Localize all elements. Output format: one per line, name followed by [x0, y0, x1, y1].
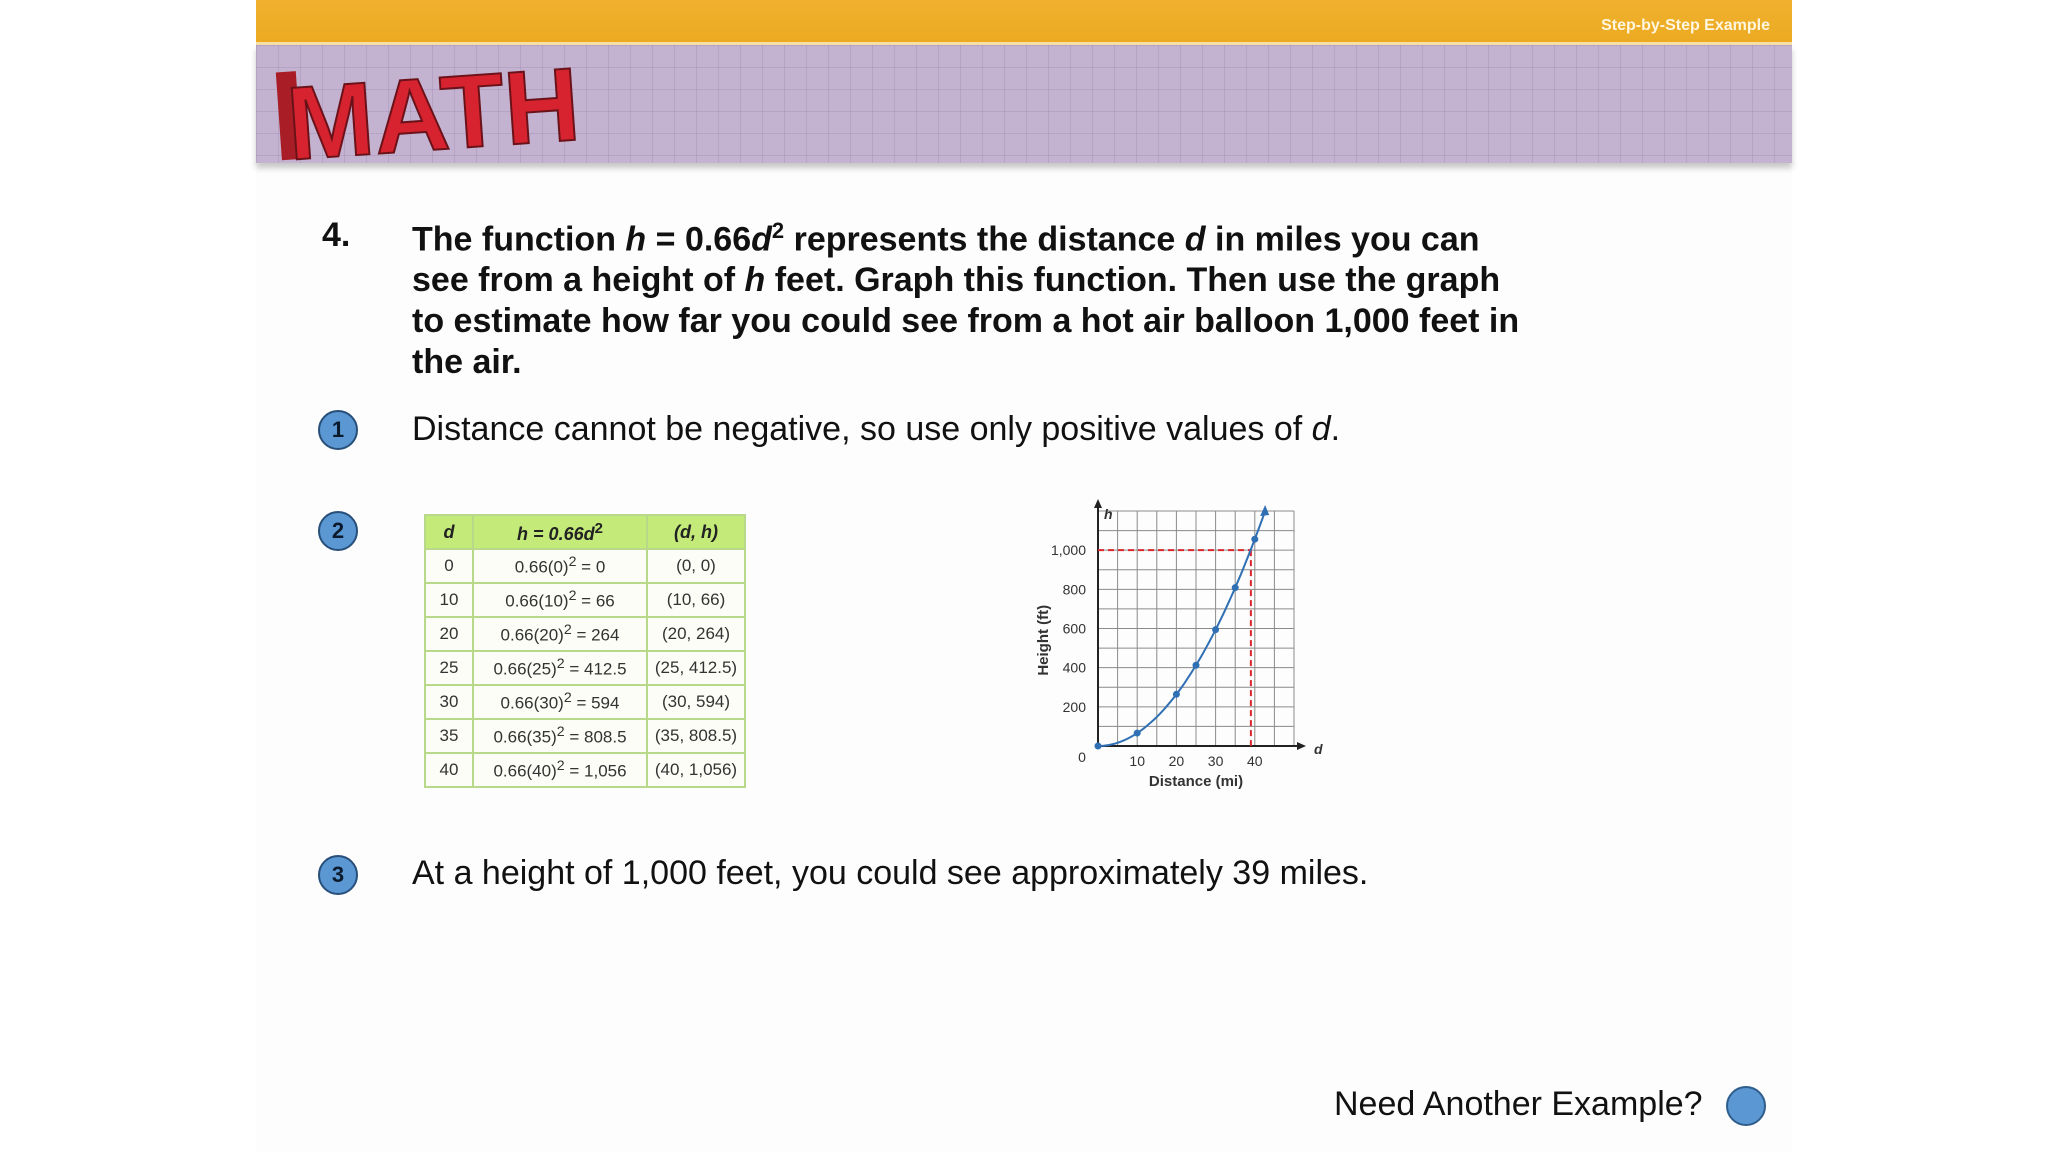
problem-statement: [412, 210, 1522, 383]
var-d: d: [1311, 410, 1331, 448]
x-tick-label: 10: [1129, 753, 1145, 769]
cell-h-base: 0.66(20): [500, 625, 564, 645]
x-axis-label: Distance (mi): [1148, 773, 1244, 790]
cell-h-exponent: 2: [568, 554, 577, 571]
cell-h-result: = 264: [571, 625, 620, 645]
cell-h-base: 0.66(0): [514, 557, 569, 577]
data-point: [1095, 743, 1102, 750]
cell-h-exponent: 2: [563, 690, 572, 707]
cell-h-base: 0.66(35): [493, 727, 557, 747]
math-logo: [270, 45, 810, 183]
cell-h-base: 0.66(30): [500, 693, 564, 713]
cell-pair: (20, 264): [647, 617, 745, 651]
problem-text-part: represents the distance: [784, 220, 1185, 259]
exponent: 2: [771, 218, 785, 243]
cell-h: [473, 685, 647, 719]
cell-h: [473, 753, 647, 787]
problem-text-part: in miles you can see from a height of: [412, 220, 1480, 300]
cell-d: 0: [425, 549, 473, 583]
data-point: [1173, 691, 1180, 698]
step-1-text: [412, 409, 1340, 449]
cell-h: [473, 617, 647, 651]
data-point: [1193, 662, 1200, 669]
y-tick-label: 800: [1062, 581, 1086, 598]
cell-pair: (10, 66): [647, 583, 745, 617]
step-3-button[interactable]: 3: [318, 855, 358, 895]
var-h: h: [625, 220, 647, 259]
cell-h-base: 0.66(10): [505, 591, 569, 611]
cell-h-exponent: 2: [568, 588, 577, 605]
need-another-example-label: Need Another Example?: [1334, 1085, 1703, 1123]
table-body: [425, 549, 745, 787]
table-row: [425, 617, 745, 651]
cell-h-result: = 1,056: [564, 761, 627, 781]
data-point: [1134, 730, 1141, 737]
header-d: [425, 515, 473, 549]
cell-h: [473, 583, 647, 617]
problem-text-part: feet. Graph this function. Then use the graph to estimate how far you could see from a hot air balloon 1,000 feet in the air.: [412, 261, 1520, 382]
header-pair: [647, 515, 745, 549]
x-tick-label: 20: [1168, 753, 1185, 769]
cell-h: [473, 549, 647, 583]
step-by-step-label: Step-by-Step Example: [1601, 17, 1770, 34]
top-bar: [256, 0, 1792, 45]
value-table: [424, 514, 746, 788]
origin-label: 0: [1078, 749, 1086, 765]
cell-h-result: = 412.5: [564, 659, 627, 679]
var-h: h: [744, 261, 766, 300]
step-2-button[interactable]: 2: [318, 511, 358, 551]
y-tick-label: 200: [1062, 698, 1086, 715]
table-row: [425, 583, 745, 617]
var-d: d: [751, 220, 772, 259]
y-tick-label: 600: [1062, 620, 1086, 637]
cell-pair: (40, 1,056): [647, 753, 745, 787]
header-h-label: h = 0.66: [517, 523, 584, 544]
cell-h-base: 0.66(25): [493, 659, 557, 679]
data-point: [1212, 626, 1219, 633]
step-1-sentence: Distance cannot be negative, so use only positive values of: [412, 410, 1312, 448]
data-point: [1251, 536, 1258, 543]
step-3-text: At a height of 1,000 feet, you could see approximately 39 miles.: [412, 854, 1369, 892]
table-header-row: [425, 515, 745, 549]
header-pair-label: (d, h): [674, 521, 718, 542]
x-axis-arrow: [1297, 742, 1306, 750]
slide: [256, 0, 1792, 1152]
cell-h-result: = 66: [576, 591, 615, 611]
header-h-var: d: [583, 523, 595, 544]
header-h-exponent: 2: [594, 519, 603, 537]
cell-d: 20: [425, 617, 473, 651]
table-row: [425, 753, 745, 787]
cell-pair: (0, 0): [647, 549, 745, 583]
data-point: [1232, 584, 1239, 591]
y-axis-variable: h: [1104, 506, 1113, 522]
period: .: [1330, 410, 1341, 448]
cell-d: 25: [425, 651, 473, 685]
var-d: d: [1184, 220, 1206, 259]
x-axis-variable: d: [1314, 741, 1323, 757]
cell-pair: (30, 594): [647, 685, 745, 719]
cell-h-exponent: 2: [563, 622, 572, 639]
table-row: [425, 685, 745, 719]
step-1-button[interactable]: 1: [318, 410, 358, 450]
cell-h: [473, 651, 647, 685]
cell-h-result: = 0: [576, 557, 606, 577]
table-row: [425, 549, 745, 583]
math-banner: [256, 45, 1792, 183]
cell-h-exponent: 2: [556, 724, 565, 741]
cell-h-exponent: 2: [556, 656, 565, 673]
y-tick-label: 400: [1062, 659, 1086, 676]
header-d-label: d: [443, 521, 455, 542]
y-axis-label: Height (ft): [1035, 604, 1052, 676]
table-row: [425, 651, 745, 685]
value-table-container: [424, 514, 746, 788]
cell-h-result: = 808.5: [564, 727, 627, 747]
cell-d: 40: [425, 753, 473, 787]
y-tick-label: 1,000: [1050, 542, 1086, 559]
table-row: [425, 719, 745, 753]
need-another-example-button[interactable]: [1726, 1086, 1766, 1126]
cell-h-exponent: 2: [556, 758, 565, 775]
cell-h-base: 0.66(40): [493, 761, 557, 781]
cell-d: 10: [425, 583, 473, 617]
problem-number: 4.: [322, 216, 351, 254]
y-axis-arrow: [1094, 499, 1102, 508]
cell-h-result: = 594: [571, 693, 620, 713]
problem-text-part: The function: [412, 220, 626, 259]
x-tick-label: 30: [1207, 753, 1224, 769]
logo-text: MATH: [283, 46, 584, 183]
cell-d: 35: [425, 719, 473, 753]
cell-pair: (35, 808.5): [647, 719, 745, 753]
header-h: [473, 515, 647, 549]
cell-d: 30: [425, 685, 473, 719]
problem-text-part: = 0.66: [646, 220, 752, 259]
cell-pair: (25, 412.5): [647, 651, 745, 685]
height-distance-chart: [776, 506, 1323, 806]
cell-h: [473, 719, 647, 753]
x-tick-label: 40: [1247, 753, 1263, 769]
